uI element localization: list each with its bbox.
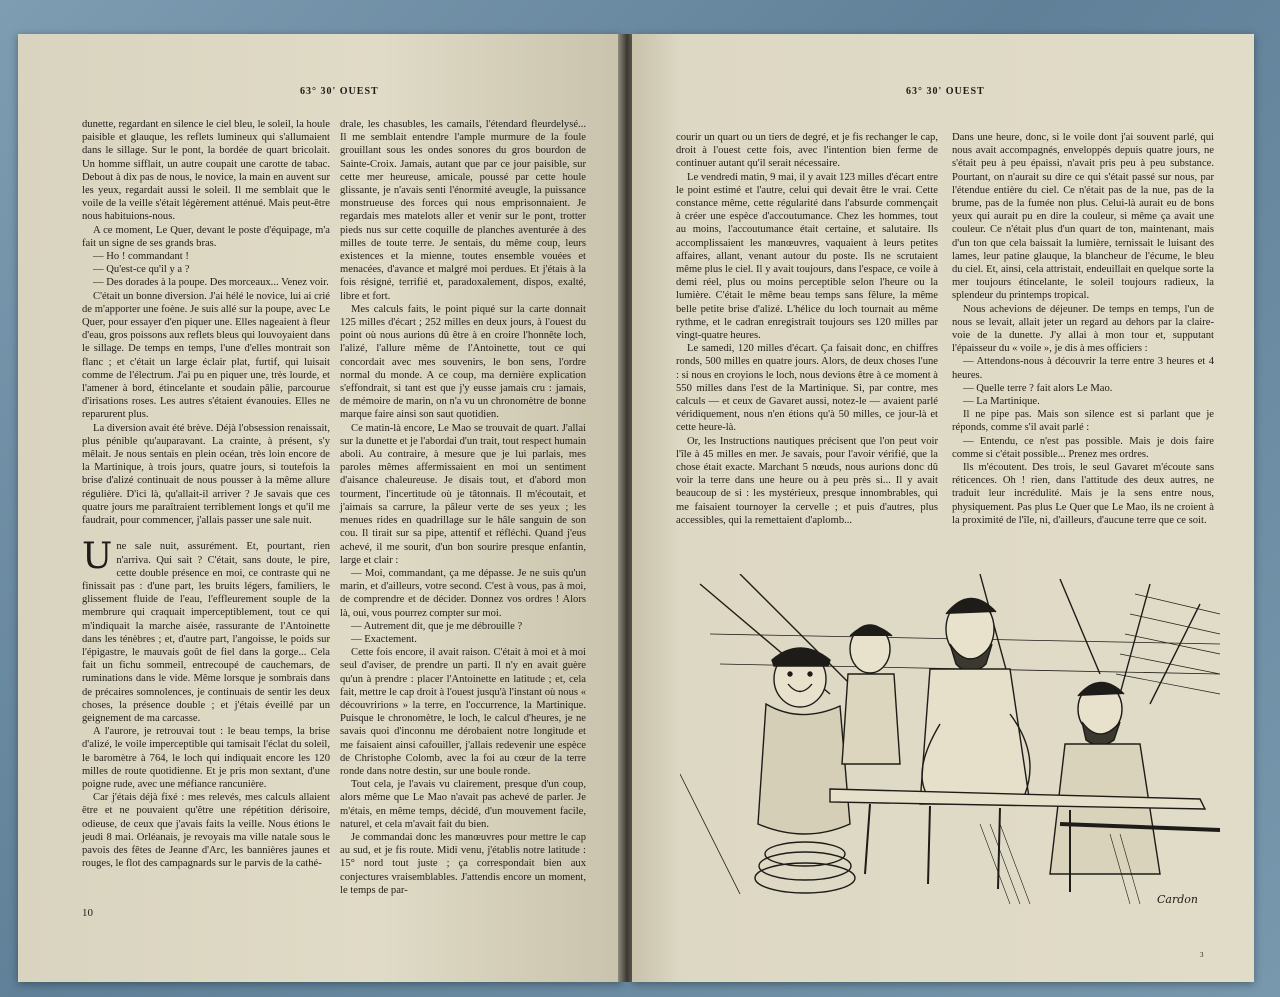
dialogue-line: — Exactement. — [351, 633, 417, 645]
paragraph: Mes calculs faits, le point piqué sur la carte donnait 125 milles d'écart ; 252 milles en deux jours, à l'ouest du point où nous aurions dû être à en croire l'honnête loch, l'alizé, l'allure même de l'Antoinette, tout ce qui concordait avec mes souvenirs, le bon sens, l'ordre normal du monde. A ce coup, ma dernière explication s'effondrait, si tant est que j'y eusse jamais cru : jamais, de mémoire de marin, on n'a vu un chronomètre de bonne marque faire ainsi son saut quotidien. — [340, 303, 586, 421]
paragraph: Ils m'écoutent. Des trois, le seul Gavaret m'écoute sans réticences. Oh ! rien, dans l'attitude des deux autres, ne traduit leur incrédulité. Mais je la sens entre nous, physiquement. Pas plus Le Quer que Le Mao, ils ne croient à la proximité de l'île, ni, d'ailleurs, d'aucune terre que ce soit. — [952, 462, 1214, 526]
left-page — [18, 34, 622, 982]
sailors-illustration — [680, 574, 1228, 914]
right-column-1 — [676, 131, 938, 527]
paragraph: Je commandai donc les manœuvres pour mettre le cap au sud, et je fis route. Midi venu, j'établis notre latitude : 15° nord tout juste ; ça correspondait bien aux conjectures vraisemblables. J'attendis encore un moment, le temps de par- — [340, 831, 586, 896]
running-head: 63° 30' OUEST — [300, 86, 379, 97]
illustrator-signature: Cardon — [1157, 893, 1198, 906]
left-column-1 — [82, 118, 330, 870]
paragraph: Or, les Instructions nautiques précisent que l'on peut voir l'île à 45 milles en mer. Je savais, pour l'avoir vérifié, que la chose était exacte. Marchant 5 nœuds, nous aurions donc dû voir la terre dans une heure ou à peu près si... Il y avait beaucoup de si : les mystérieux, presque innombrables, qui me faisaient tournoyer la cervelle ; et puis d'autres, plus accessibles, qui la remettaient d'aplomb... — [676, 435, 938, 526]
paragraph: drale, les chasubles, les camails, l'étendard fleurdelysé... Il me semblait entendre l'ample murmure de la foule grouillant sous les ondes sonores du gros bourdon de Sainte-Croix. Jamais, autant que par ce jour paisible, sur cette mer heureuse, amicale, poussé par cette houle glissante, je n'avais senti l'énormité aveugle, la puissance monstrueuse des forces qui nous emprisonnaient. Je regardais mes matelots aller et venir sur le pont, trotter pieds nus sur cette coquille de planches aventurée à des milles de toute terre. Je sentais, du même coup, leurs existences et la mienne, toutes ensemble vouées et menacées, d'avance et malgré moi perdues. Et j'étais à la fois résigné, terrifié et, paradoxalement, dispos, exalté, libre et fort. — [340, 119, 586, 302]
dialogue-line: — Attendons-nous à découvrir la terre entre 3 heures et 4 heures. — [952, 356, 1214, 381]
drop-cap: U — [82, 536, 113, 578]
right-column-2 — [952, 131, 1214, 527]
paragraph: Il ne pipe pas. Mais son silence est si parlant que je réponds, comme s'il avait parlé : — [952, 409, 1214, 434]
paragraph: courir un quart ou un tiers de degré, et je fis rechanger le cap, droit à l'ouest cette fois, avec l'intention bien ferme de continuer autant qu'il serait nécessaire. — [676, 132, 938, 170]
section-opening — [82, 536, 330, 725]
ink-drawing-of-sailors — [680, 574, 1228, 914]
paragraph: Ce matin-là encore, Le Mao se trouvait de quart. J'allai sur la dunette et je l'abordai d'un trait, tout respect humain aboli. Au contraire, à mesure que je lui parlais, mes paroles mêmes affermissaient en moi un sentiment d'aisance chaleureuse. Je disais tout, et d'abord mon tourment, l'incertitude où je tâtonnais. Il m'écoutait, et j'aimais sa carrure, la pâleur verte de ses yeux ; les menues rides en quadrillage sur le hâle sanguin de son cou. Il tirait sur sa pipe, attentif et réfléchi. Quand j'eus achevé, il me sourit, d'un bon sourire presque enfantin, large et clair : — [340, 422, 586, 566]
paragraph: dunette, regardant en silence le ciel bleu, le soleil, la houle paisible et glauque, les reflets lumineux qui s'allumaient dans le sillage. Sur le pont, la bordée de quart bricolait. Un homme sifflait, un autre coupait une carotte de tabac. Debout à dix pas de nous, le novice, la main en auvent sur les yeux, regardait aussi le soleil. Il me semblait que le voile de la veille s'était légèrement atténué. Mais peut-être nous habituions-nous. — [82, 119, 330, 223]
paragraph: Cette fois encore, il avait raison. C'était à moi et à moi seul d'aviser, de prendre un parti. Il n'y en avait guère qu'un à prendre : placer l'Antoinette en latitude ; et, cela fait, mettre le cap droit à l'ouest jusqu'à l'instant où nous « découvririons » la terre, en l'occurrence, la Martinique. Puisque le chronomètre, le loch, le calcul d'heures, je ne savais quoi d'inconnu me dérobaient notre longitude et me faisaient ainsi cafouiller, j'allais redevenir une espèce de Christophe Colomb, avec la foi au cœur de la terre ronde dans notre destin, sur une boule ronde. — [340, 647, 586, 777]
paragraph: A l'aurore, je retrouvai tout : le beau temps, la brise d'alizé, le voile imperceptible qui tamisait l'éclat du soleil, le baromètre à 764, le loch qui indiquait encore les 120 milles de route quotidienne. Et je pris mon sextant, d'une poigne rude, avec une méfiance rancunière. — [82, 726, 330, 790]
page-number: 10 — [82, 907, 93, 919]
paragraph: C'était un bonne diversion. J'ai hélé le novice, lui ai crié de m'apporter une foène. Je suis allé sur la poupe, avec Le Quer, pour essayer d'en piquer une. Elles nageaient à fleur d'eau, gros poissons aux reflets bleus qui louvoyaient dans le sillage. De temps en temps, l'une d'elles montrait son flanc ; et c'était un large éclair plat, furtif, qui luisait comme de l'électrum. J'ai pu en piquer une, très lourde, et l'amener à bord, étincelante et soudain pâlie, parcourue d'irisations roses. Les autres s'étaient évanouies. Elles ne reparurent plus. — [82, 290, 330, 421]
paragraph: Le vendredi matin, 9 mai, il y avait 123 milles d'écart entre le point estimé et l'autre, celui qui devait être le vrai. Cette constance même, cette régularité dans l'absurde commençait à créer une espèce d'accoutumance. Chez les hommes, tout au moins, l'accoutumance était certaine, et salutaire. Ils accomplissaient les manœuvres, vaquaient à leurs petites affaires, allant, venant autour du poste. Ils ne scrutaient même plus le ciel. Il y avait toujours, dans l'espace, ce voile à demi réel, plus ou moins perceptible selon l'heure ou la lumière. C'était le même beau temps sans fêlure, la même belle petite brise d'alizé. L'hélice du loch tournait au même rythme, et le cadran enregistrait toujours ses 120 milles par vingt-quatre heures. — [676, 171, 938, 342]
paragraph: La diversion avait été brève. Déjà l'obsession renaissait, plus pénible qu'auparavant. La crainte, à présent, s'y mêlait. Je nous sentais en plein océan, très loin encore de la Martinique, à trois jours, quatre jours, si toutefois la brise d'alizé continuait de nous pousser à la même allure régulière. D'ici là, qu'allait-il arriver ? Je savais que ces quatre jours me paraîtraient terriblement longs et qu'il me faudrait, pour commencer, j'allais passer une sale nuit. — [82, 422, 330, 527]
paragraph: Dans une heure, donc, si le voile dont j'ai souvent parlé, qui nous avait accompagnés, enveloppés depuis quatre jours, ne s'était peu à peu épaissi, n'avait pris peu à peu substance. Pourtant, on n'aurait su dire ce qui s'était passé sur nous, par l'étendue entière du ciel. Ce n'était pas de la nue, pas de la brume, pas de la fumée non plus. Celui-là aurait eu de bons yeux qui aurait pu en dire la couleur, si même ça avait une couleur. Ce n'était plus d'un quart de ton, maintenant, mais d'un ton que cela baissait la lumière, ternissait le luisant des lames, leur patine glauque, la blancheur de l'écume, le bleu du ciel. Et, ainsi, cela attristait, endeuillait en quelque sorte la mer toujours étincelante, le soleil toujours radieux, la splendeur du printemps tropical. — [952, 132, 1214, 302]
dialogue-line: — Qu'est-ce qu'il y a ? — [93, 264, 190, 276]
paragraph: Car j'étais déjà fixé : mes relevés, mes calculs allaient être et ne pouvaient qu'être une répétition dérisoire, odieuse, de ceux que j'avais faits la veille. Nous étions le jeudi 8 mai. Orléanais, je revoyais ma ville natale sous le pavois des fêtes de Jeanne d'Arc, les bannières jaunes et rouges, le flot des campagnards sur le parvis de la cathé- — [82, 792, 330, 870]
right-page — [632, 34, 1254, 982]
left-column-2 — [340, 118, 586, 897]
dialogue-line: — Entendu, ce n'est pas possible. Mais je dois faire comme si c'était possible... Prenez mes ordres. — [952, 435, 1214, 460]
paragraph: Tout cela, je l'avais vu clairement, presque d'un coup, alors même que Le Mao n'avait pas achevé de parler. Je m'étais, en même temps, décidé, d'un mouvement facile, naturel, et cela m'avait fait du bien. — [340, 779, 586, 830]
dialogue-line: — Quelle terre ? fait alors Le Mao. — [963, 382, 1113, 394]
dialogue-line: — Ho ! commandant ! — [93, 251, 189, 263]
dialogue-line: — La Martinique. — [963, 396, 1040, 408]
running-head: 63° 30' OUEST — [906, 86, 985, 97]
paragraph: Nous achevions de déjeuner. De temps en temps, l'un de nous se levait, allait jeter un regard au dehors par la claire-voie de la dunette. J'y allai à mon tour et, supputant l'épaisseur du « voile », je dis à mes officiers : — [952, 303, 1214, 355]
dialogue-line: — Autrement dit, que je me débrouille ? — [351, 620, 523, 632]
paragraph: A ce moment, Le Quer, devant le poste d'équipage, m'a fait un signe de ses grands bras. — [82, 224, 330, 249]
page-number: 3 — [1200, 951, 1204, 959]
section-opening-text: ne sale nuit, assurément. Et, pourtant, rien n'arriva. Qui sait ? C'était, sans doute, le pire, cette double présence en moi, ce contraste qui ne finissait pas : d'une part, les bruits légers, familiers, le glissement fluide de l'eau, l'effleurement souple de la membrure qui craquait imperceptiblement, tout ce qui m'indiquait la marche aisée, rassurante de l'Antoinette dans les ténèbres ; et, d'autre part, l'angoisse, le poids sur l'épigastre, le mauvais goût de fiel dans la gorge... Cela fait un fichu sommeil, entrecoupé de cauchemars, de ruminations dans le vide. Même lorsque je sombrais dans de précaires somnolences, je continuais de sentir les deux choses, la présence double ; et j'étais éveillé par un geignement de ma carcasse. — [82, 541, 330, 724]
paragraph: Le samedi, 120 milles d'écart. Ça faisait donc, en chiffres ronds, 500 milles en quatre jours. Alors, de deux choses l'une : si nous en croyions le loch, nous devions être à ce moment à 550 milles dans l'est de la Martinique. Si, par contre, mes calculs — et ceux de Gavaret aussi, notez-le — avaient parlé véridiquement, nous n'en étions qu'à 50 milles, ce jour-là et cette heure-là. — [676, 343, 938, 434]
dialogue-line: — Des dorades à la poupe. Des morceaux... Venez voir. — [93, 277, 329, 289]
dialogue-line: — Moi, commandant, ça me dépasse. Je ne suis qu'un marin, et d'ailleurs, votre second. C'est à vous, pas à moi, de comprendre et de décider. Donnez vos ordres ! Alors là, oui, vous pourrez compter sur moi. — [340, 567, 586, 619]
